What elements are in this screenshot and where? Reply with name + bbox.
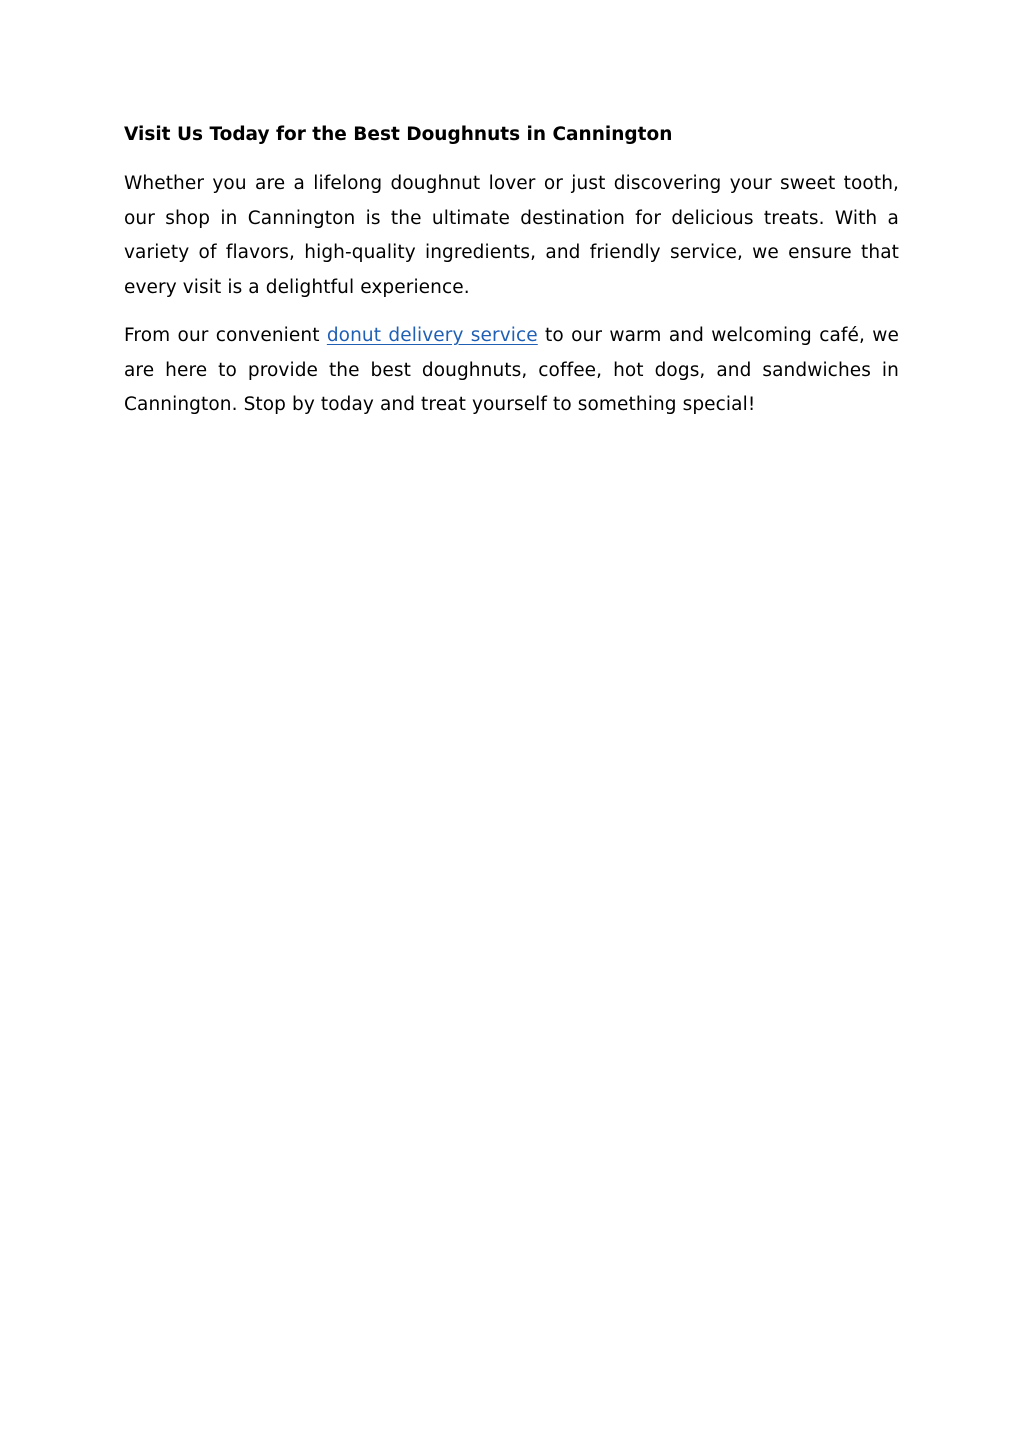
- intro-paragraph: Whether you are a lifelong doughnut lover or just discovering your sweet tooth, our shop in Cannington is the ultimate destination for delicious treats. With a variety of flavors, high-quality ingredients, and friendly service, we ensure that every visit is a delightful experience.: [124, 173, 899, 298]
- document-body: [124, 120, 899, 437]
- donut-delivery-link[interactable]: donut delivery service: [326, 325, 538, 346]
- paragraph-text-after-link: to our warm and welcoming café, we are here to provide the best doughnuts, coffee, hot dogs, and sandwiches in Cannington. Stop by today and treat yourself to something special!: [124, 325, 899, 415]
- page-title: Visit Us Today for the Best Doughnuts in Cannington: [124, 124, 673, 145]
- paragraph-text-before-link: From our convenient: [124, 325, 327, 346]
- delivery-paragraph: [124, 319, 899, 423]
